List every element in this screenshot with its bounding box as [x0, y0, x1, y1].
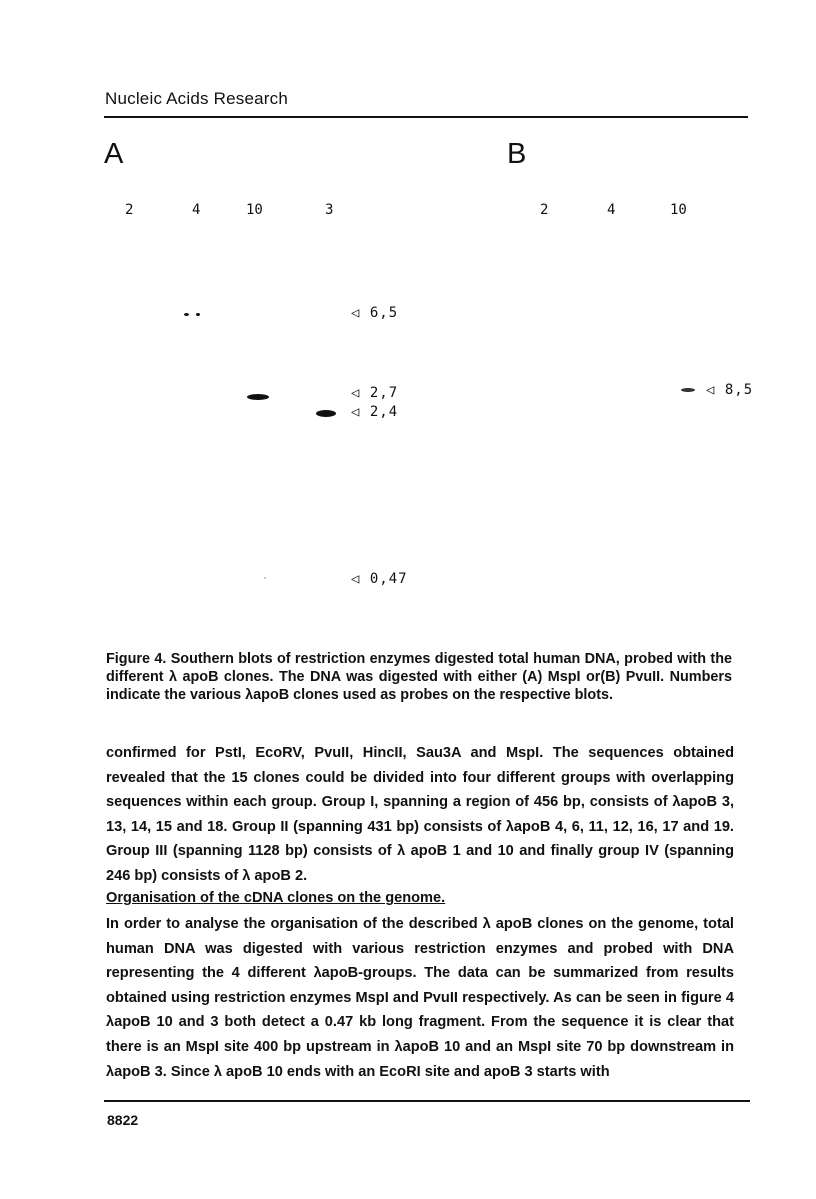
- panel-a-lane-label: 10: [246, 202, 263, 218]
- size-marker: ◁ 8,5: [706, 382, 754, 398]
- blot-band: [681, 388, 695, 392]
- size-marker: ◁ 2,4: [351, 404, 399, 420]
- footer-rule: [104, 1100, 750, 1102]
- blot-band: [184, 313, 189, 316]
- page-number: 8822: [107, 1112, 139, 1128]
- body-paragraph: confirmed for PstI, EcoRV, PvuII, HincII, Sau3A and MspI. The sequences obtained revealed that the 15 clones could be divided into four different groups with overlapping sequences within each group. Group I, spanning a region of 456 bp, consists of λapoB 3, 13, 14, 15 and 18. Group II (spanning 431 bp) consists of λapoB 4, 6, 11, 12, 16, 17 and 19. Group III (spanning 1128 bp) consists of λ apoB 1 and 10 and finally group IV (spanning 246 bp) consists of λ apoB 2.: [106, 745, 734, 884]
- body-paragraph: In order to analyse the organisation of the described λ apoB clones on the genome, total human DNA was digested with various restriction enzymes and probed with DNA representing the 4 different λapoB-groups. The data can be summarized from results obtained using restriction enzymes MspI and PvuII respectively. As can be seen in figure 4 λapoB 10 and 3 both detect a 0.47 kb long fragment. From the sequence it is clear that there is an MspI site 400 bp upstream in λapoB 10 and an MspI site 70 bp downstream in λapoB 3. Since λ apoB 10 ends with an EcoRI site and apoB 3 starts with: [106, 916, 734, 1080]
- header-rule: [104, 116, 748, 118]
- panel-b-label: B: [507, 138, 527, 170]
- figure-caption: Figure 4. Southern blots of restriction enzymes digested total human DNA, probed with the different λ apoB clones. The DNA was digested with either (A) MspI or(B) PvuII. Numbers indicate the various λapoB clones used as probes on the respective blots.: [106, 651, 732, 703]
- panel-b-lane-label: 10: [670, 202, 687, 218]
- section-heading: Organisation of the cDNA clones on the genome.: [106, 890, 446, 906]
- blot-band: [247, 394, 269, 400]
- panel-a-lane-label: 2: [125, 202, 134, 218]
- blot-band: [196, 313, 200, 316]
- panel-b-lane-label: 2: [540, 202, 549, 218]
- size-marker: ◁ 2,7: [351, 385, 399, 401]
- blot-band: [316, 410, 336, 417]
- panel-a-lane-label: 3: [325, 202, 334, 218]
- panel-a-lane-label: 4: [192, 202, 201, 218]
- size-marker: ◁ 0,47: [351, 571, 408, 587]
- journal-title: Nucleic Acids Research: [105, 89, 288, 108]
- panel-b-lane-label: 4: [607, 202, 616, 218]
- panel-a-label: A: [104, 138, 124, 170]
- size-marker: ◁ 6,5: [351, 305, 399, 321]
- blot-band: [264, 577, 266, 579]
